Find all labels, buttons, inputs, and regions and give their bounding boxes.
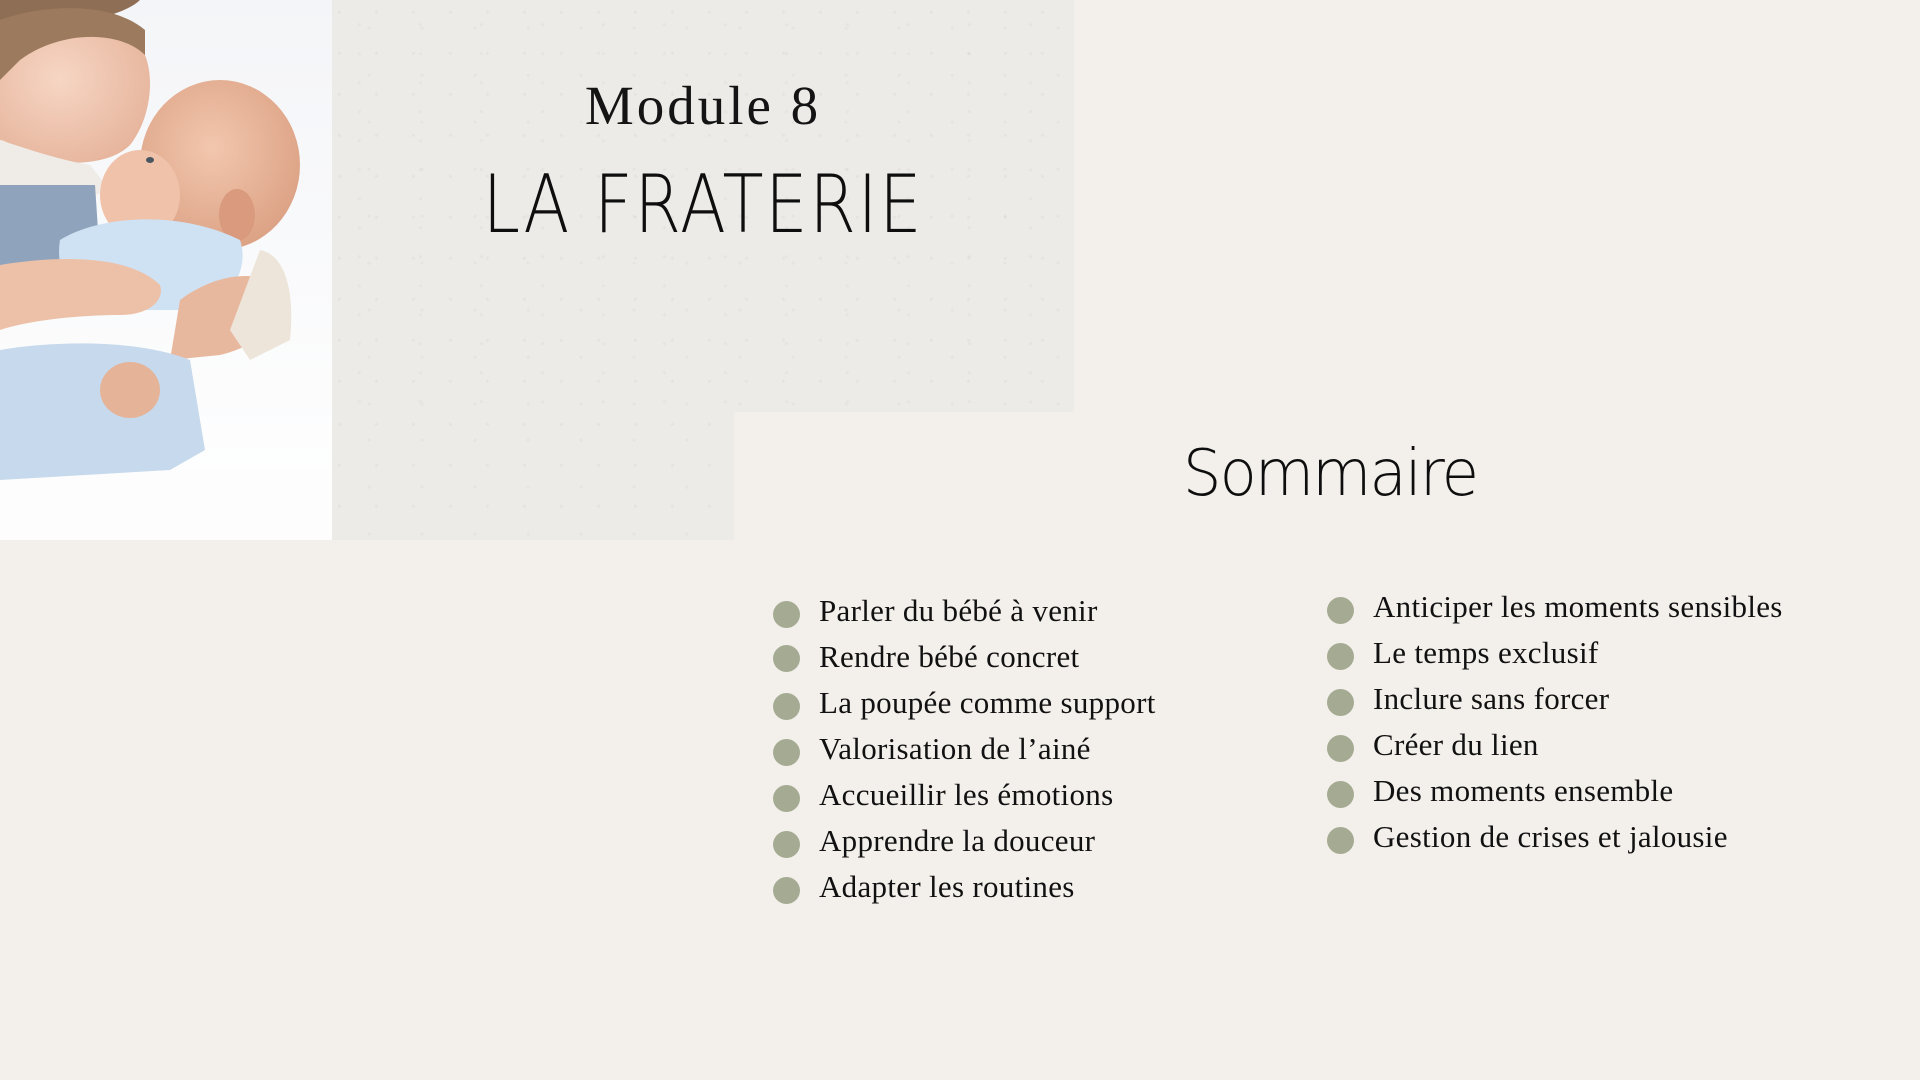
toc-item: [1327, 587, 1783, 633]
siblings-photo: [0, 0, 332, 540]
bullet-dot-icon: [773, 739, 800, 766]
title-paper-panel-extension: [332, 412, 734, 540]
toc-item-label: Parler du bébé à venir: [819, 593, 1098, 628]
toc-item-label: Rendre bébé concret: [819, 639, 1080, 674]
toc-item: [1327, 771, 1783, 817]
bullet-dot-icon: [773, 645, 800, 672]
toc-item: [773, 821, 1156, 867]
toc-item-label: Accueillir les émotions: [819, 777, 1114, 812]
toc-item: [773, 683, 1156, 729]
bullet-dot-icon: [773, 601, 800, 628]
toc-item-label: Créer du lien: [1373, 727, 1539, 762]
toc-list-left: [773, 591, 1156, 913]
toc-item-label: La poupée comme support: [819, 685, 1156, 720]
module-title: LA FRATERIE: [482, 158, 924, 251]
toc-item: [773, 729, 1156, 775]
siblings-photo-illustration: [0, 0, 332, 540]
toc-item: [1327, 725, 1783, 771]
toc-item-label: Des moments ensemble: [1373, 773, 1674, 808]
bullet-dot-icon: [1327, 827, 1354, 854]
bullet-dot-icon: [1327, 735, 1354, 762]
toc-item: [1327, 633, 1783, 679]
toc-item-label: Gestion de crises et jalousie: [1373, 819, 1728, 854]
bullet-dot-icon: [773, 877, 800, 904]
toc-item-label: Adapter les routines: [819, 869, 1075, 904]
toc-item-label: Apprendre la douceur: [819, 823, 1096, 858]
toc-item-label: Inclure sans forcer: [1373, 681, 1610, 716]
toc-item: [1327, 817, 1783, 863]
bullet-dot-icon: [1327, 643, 1354, 670]
module-label: Module 8: [584, 75, 822, 136]
bullet-dot-icon: [1327, 781, 1354, 808]
toc-title: Sommaire: [1182, 437, 1478, 511]
toc-list-right: [1327, 587, 1783, 863]
toc-item: [773, 775, 1156, 821]
bullet-dot-icon: [773, 785, 800, 812]
toc-item-label: Valorisation de l’ainé: [819, 731, 1091, 766]
toc-item-label: Le temps exclusif: [1373, 635, 1599, 670]
bullet-dot-icon: [773, 693, 800, 720]
toc-item-label: Anticiper les moments sensibles: [1373, 589, 1783, 624]
toc-item: [773, 867, 1156, 913]
bullet-dot-icon: [1327, 689, 1354, 716]
toc-item: [1327, 679, 1783, 725]
bullet-dot-icon: [773, 831, 800, 858]
bullet-dot-icon: [1327, 597, 1354, 624]
toc-item: [773, 637, 1156, 683]
toc-item: [773, 591, 1156, 637]
